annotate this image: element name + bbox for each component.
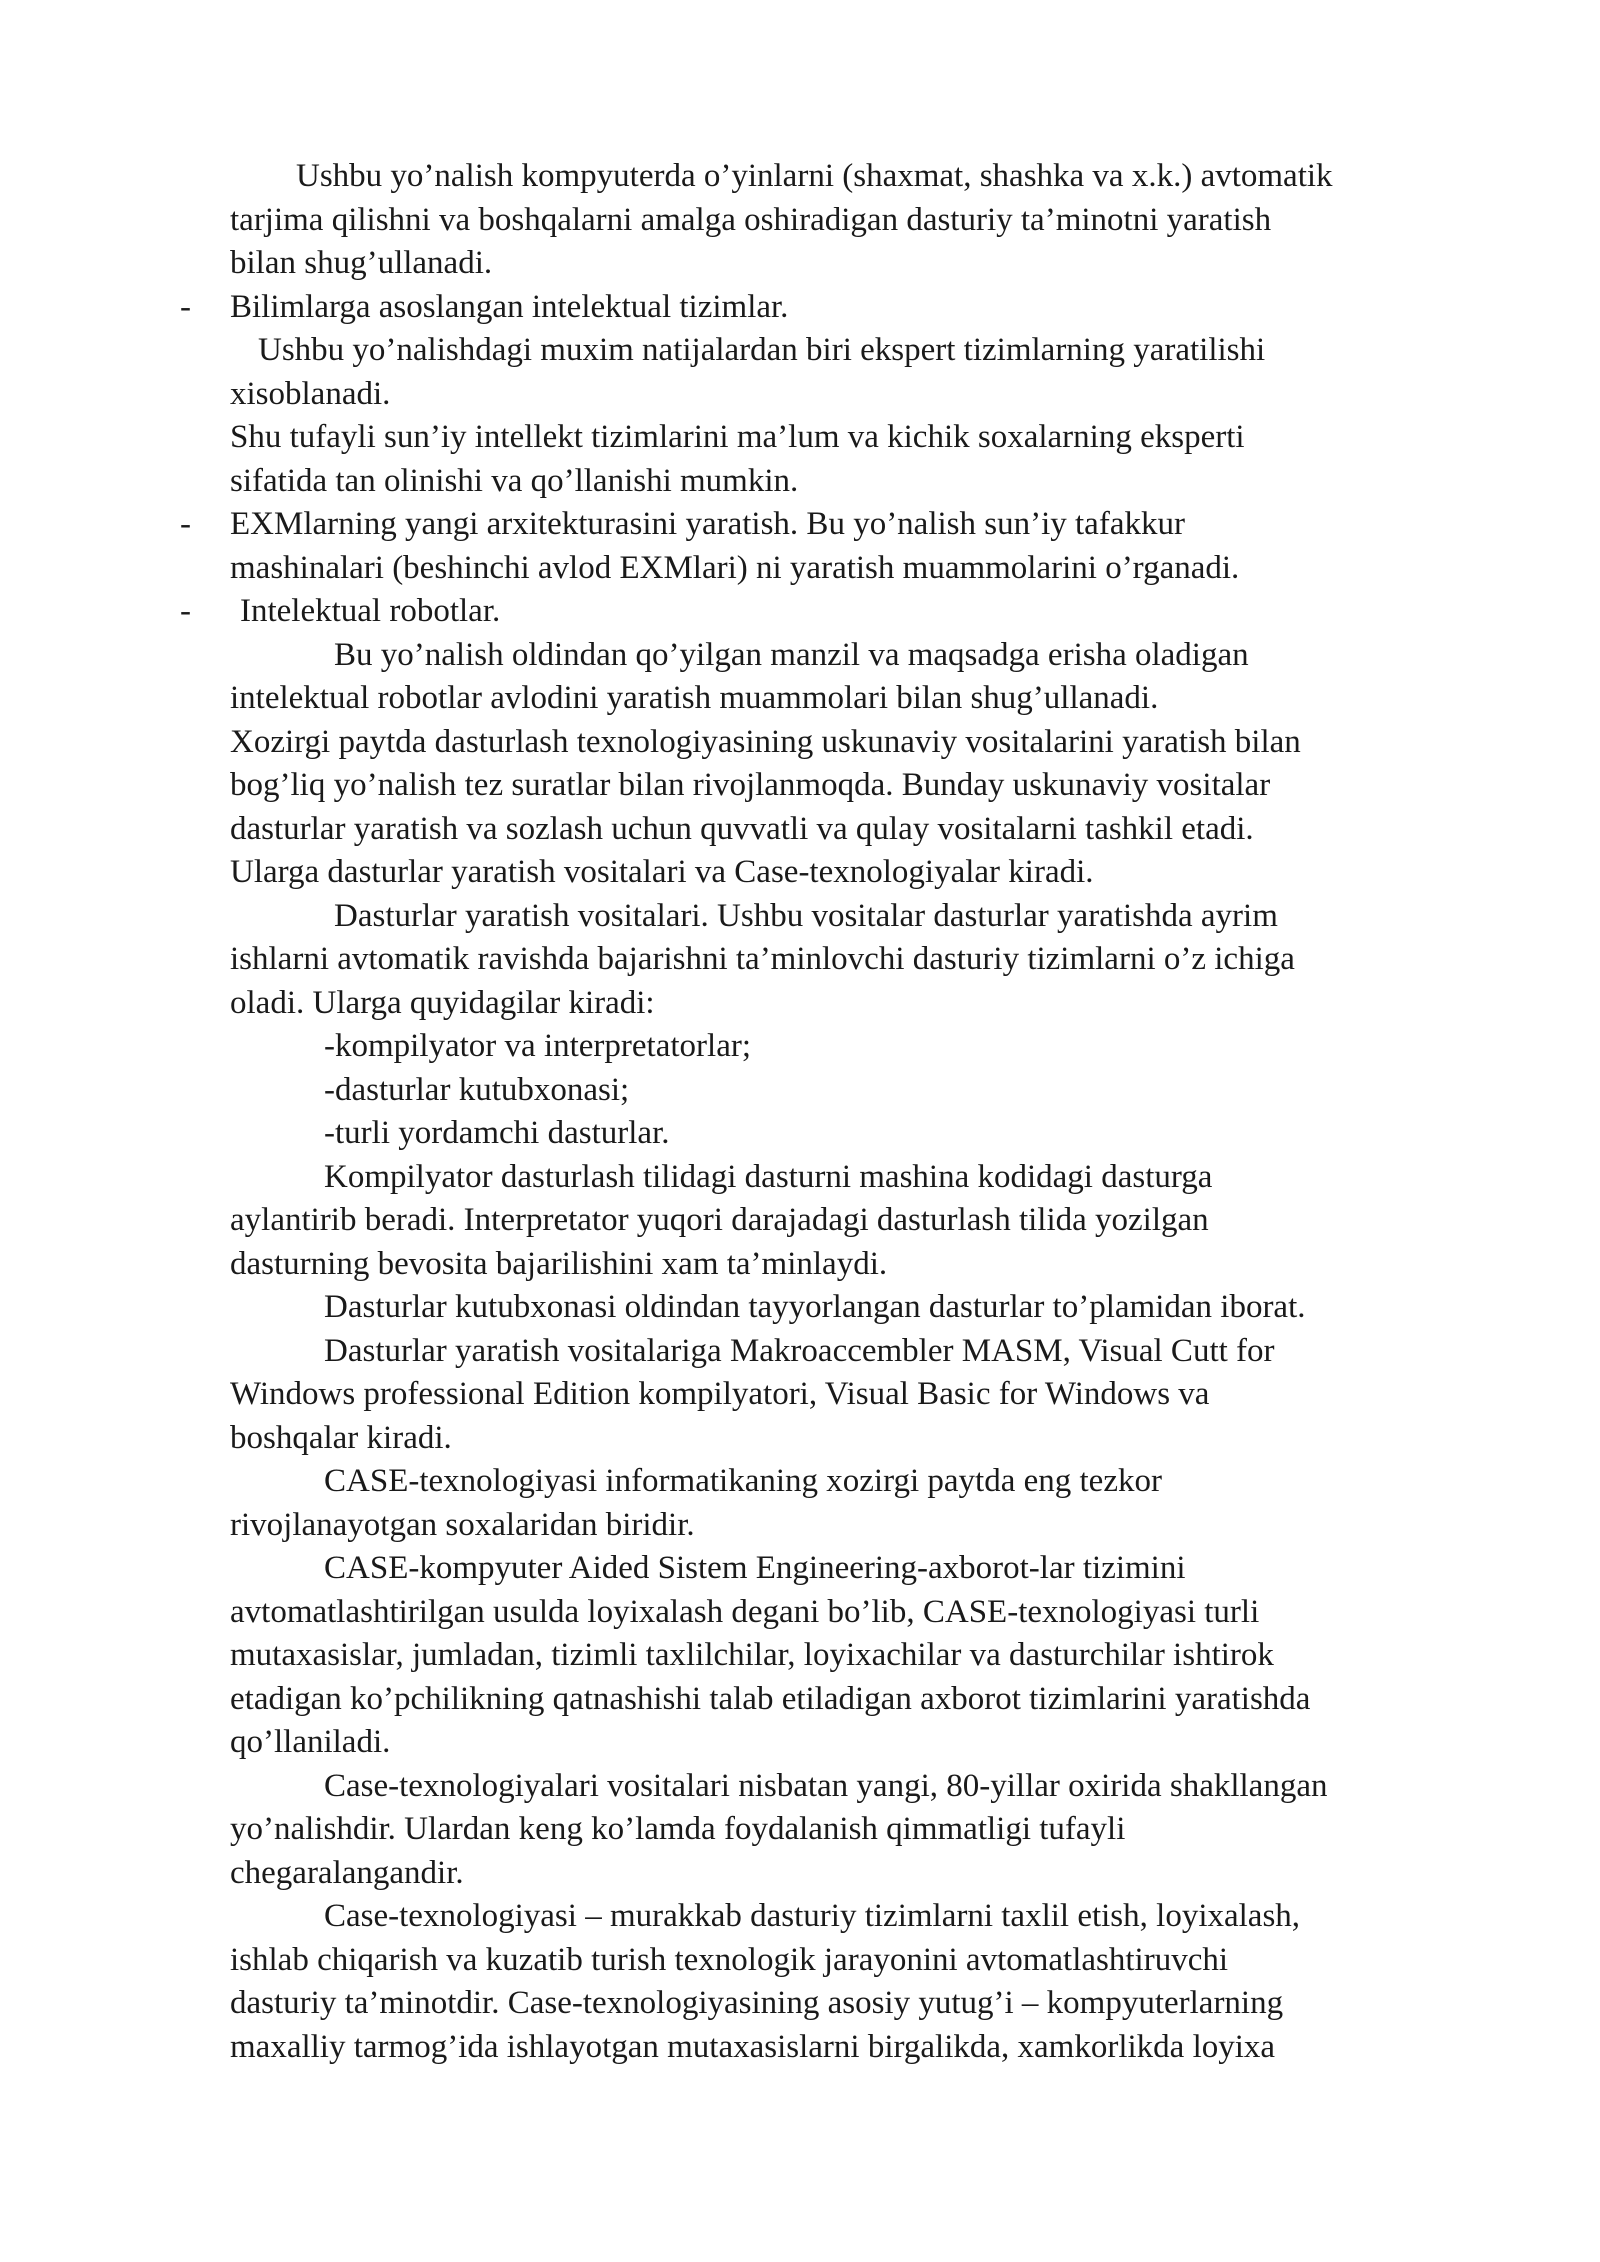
- text-line: boshqalar kiradi.: [230, 1419, 452, 1456]
- text-line: chegaralangandir.: [230, 1854, 464, 1891]
- text-line: bog’liq yo’nalish tez suratlar bilan rivojlanmoqda. Bunday uskunaviy vositalar: [230, 767, 1271, 803]
- list-bullet: -: [180, 506, 191, 542]
- text-line: maxalliy tarmog’ida ishlayotgan mutaxasislarni birgalikda, xamkorlikda loyixa: [230, 2028, 1276, 2065]
- list-bullet: -: [180, 288, 191, 325]
- text-line: Ushbu yo’nalish kompyuterda o’yinlarni (shaxmat, shashka va x.k.) avtomatik: [296, 158, 1333, 194]
- text-line: Ushbu yo’nalishdagi muxim natijalardan biri ekspert tizimlarning yaratilishi: [258, 332, 1266, 368]
- text-line: xisoblanadi.: [230, 375, 391, 412]
- text-line: Dasturlar kutubxonasi oldindan tayyorlangan dasturlar to’plamidan iborat.: [324, 1289, 1306, 1325]
- text-line: tarjima qilishni va boshqalarni amalga oshiradigan dasturiy ta’minotni yaratish: [230, 201, 1272, 238]
- text-line: Kompilyator dasturlash tilidagi dasturni mashina kodidagi dasturga: [324, 1158, 1213, 1195]
- text-line: CASE-kompyuter Aided Sistem Engineering-axborot-lar tizimini: [324, 1550, 1186, 1586]
- text-line: etadigan ko’pchilikning qatnashishi talab etiladigan axborot tizimlarini yaratishda: [230, 1680, 1311, 1717]
- text-line: Case-texnologiyalari vositalari nisbatan yangi, 80-yillar oxirida shakllangan: [324, 1767, 1328, 1804]
- text-line: -kompilyator va interpretatorlar;: [324, 1028, 752, 1064]
- text-line: dasturiy ta’minotdir. Case-texnologiyasining asosiy yutug’i – kompyuterlarning: [230, 1985, 1284, 2021]
- text-line: intelektual robotlar avlodini yaratish muammolari bilan shug’ullanadi.: [230, 680, 1159, 716]
- text-line: sifatida tan olinishi va qo’llanishi mumkin.: [230, 462, 799, 499]
- text-line: ishlarni avtomatik ravishda bajarishni ta’minlovchi dasturiy tizimlarni o’z ichiga: [230, 941, 1295, 977]
- text-line: Dasturlar yaratish vositalari. Ushbu vositalar dasturlar yaratishda ayrim: [334, 897, 1278, 934]
- text-line: oladi. Ularga quyidagilar kiradi:: [230, 984, 655, 1021]
- text-line: Windows professional Edition kompilyatori, Visual Basic for Windows va: [230, 1376, 1210, 1412]
- text-line: Ularga dasturlar yaratish vositalari va Case-texnologiyalar kiradi.: [230, 854, 1094, 890]
- text-line: qo’llaniladi.: [230, 1724, 391, 1760]
- text-line: bilan shug’ullanadi.: [230, 245, 493, 281]
- text-line: mutaxasislar, jumladan, tizimli taxlilchilar, loyixachilar va dasturchilar ishtirok: [230, 1637, 1274, 1673]
- text-line: -turli yordamchi dasturlar.: [324, 1115, 670, 1151]
- list-bullet: -: [180, 593, 191, 629]
- text-line: rivojlanayotgan soxalaridan biridir.: [230, 1506, 695, 1543]
- text-line: Case-texnologiyasi – murakkab dasturiy tizimlarni taxlil etish, loyixalash,: [324, 1898, 1301, 1934]
- text-line: aylantirib beradi. Interpretator yuqori darajadagi dasturlash tilida yozilgan: [230, 1202, 1209, 1238]
- text-line: mashinalari (beshinchi avlod EXMlari) ni yaratish muammolarini o’rganadi.: [230, 549, 1240, 586]
- text-line: Shu tufayli sun’iy intellekt tizimlarini ma’lum va kichik soxalarning eksperti: [230, 419, 1245, 455]
- text-line: Dasturlar yaratish vositalariga Makroaccembler MASM, Visual Cutt for: [324, 1332, 1275, 1369]
- text-line: -dasturlar kutubxonasi;: [324, 1071, 630, 1108]
- text-line: Bu yo’nalish oldindan qo’yilgan manzil va maqsadga erisha oladigan: [334, 636, 1249, 673]
- text-line: ishlab chiqarish va kuzatib turish texnologik jarayonini avtomatlashtiruvchi: [230, 1941, 1229, 1978]
- text-line: EXMlarning yangi arxitekturasini yaratish. Bu yo’nalish sun’iy tafakkur: [230, 506, 1185, 542]
- text-line: avtomatlashtirilgan usulda loyixalash degani bo’lib, CASE-texnologiyasi turli: [230, 1593, 1260, 1630]
- text-line: Intelektual robotlar.: [240, 593, 501, 629]
- text-line: CASE-texnologiyasi informatikaning xozirgi paytda eng tezkor: [324, 1463, 1162, 1499]
- text-line: Xozirgi paytda dasturlash texnologiyasining uskunaviy vositalarini yaratish bilan: [230, 723, 1301, 760]
- text-line: dasturlar yaratish va sozlash uchun quvvatli va qulay vositalarni tashkil etadi.: [230, 810, 1254, 847]
- text-line: Bilimlarga asoslangan intelektual tizimlar.: [230, 288, 789, 325]
- text-line: dasturning bevosita bajarilishini xam ta’minlaydi.: [230, 1245, 888, 1282]
- text-line: yo’nalishdir. Ulardan keng ko’lamda foydalanish qimmatligi tufayli: [230, 1811, 1126, 1847]
